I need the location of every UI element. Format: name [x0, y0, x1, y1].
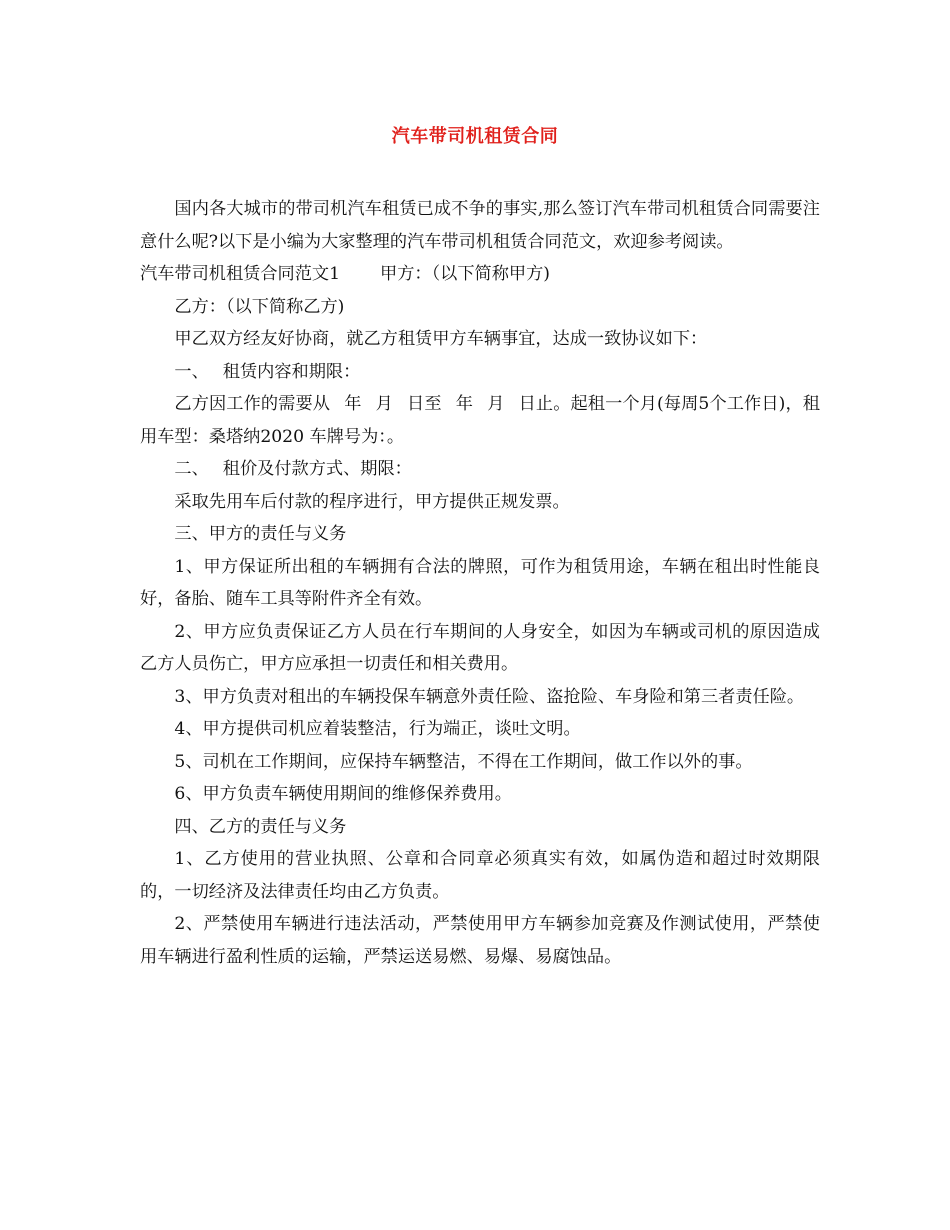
section-1-year-start: 年: [344, 394, 362, 414]
section-3-item: 6、甲方负责车辆使用期间的维修保养费用。: [174, 784, 512, 804]
section-2-title: 租价及付款方式、期限：: [222, 459, 412, 479]
section-2-paragraph: 采取先用车后付款的程序进行，甲方提供正规发票。: [174, 491, 570, 512]
section-1-number: 一、: [174, 361, 209, 382]
sample-heading-line: [140, 258, 820, 291]
section-3-item: 1、甲方保证所出租的车辆拥有合法的牌照，可作为租赁用途，车辆在租出时性能良好，备胎、随车工具等附件齐全有效。: [140, 556, 820, 609]
section-1-title: 租赁内容和期限：: [222, 361, 361, 382]
sample-heading: 汽车带司机租赁合同范文1: [140, 264, 340, 284]
section-1-year-end: 年: [455, 394, 474, 414]
section-3-item: 2、甲方应负责保证乙方人员在行车期间的人身安全，如因为车辆或司机的原因造成乙方人员伤亡，甲方应承担一切责任和相关费用。: [140, 621, 820, 674]
section-4-item: 2、严禁使用车辆进行违法活动，严禁使用甲方车辆参加竞赛及作测试使用，严禁使用车辆进行盈利性质的运输，严禁运送易燃、易爆、易腐蚀品。: [140, 914, 820, 967]
agreement-paragraph: 甲乙双方经友好协商，就乙方租赁甲方车辆事宜，达成一致协议如下：: [174, 329, 708, 349]
section-1-paragraph: [140, 388, 820, 453]
section-2-number: 二、: [174, 459, 209, 479]
document-body: [140, 193, 820, 973]
section-1-month-end: 月: [487, 394, 505, 414]
section-1-text-start: 乙方因工作的需要从: [174, 394, 331, 414]
intro-paragraph: 国内各大城市的带司机汽车租赁已成不争的事实,那么签订汽车带司机租赁合同需要注意什么呢?以下是小编为大家整理的汽车带司机租赁合同范文，欢迎参考阅读。: [140, 199, 820, 252]
section-1-day-start: 日至: [406, 394, 442, 414]
section-4-heading: 四、乙方的责任与义务: [174, 816, 347, 837]
section-1-text-end: 日止。起租一个月(每周5个工作日)，租用车型：桑塔纳2020 车牌号为：。: [140, 394, 820, 447]
party-a-line: 甲方：（以下简称甲方): [380, 264, 550, 284]
section-4-item: 1、乙方使用的营业执照、公章和合同章必须真实有效，如属伪造和超过时效期限的，一切经济及法律责任均由乙方负责。: [140, 849, 820, 902]
section-3-item: 4、甲方提供司机应着装整洁，行为端正，谈吐文明。: [174, 719, 581, 739]
section-1-heading: [140, 356, 820, 389]
section-3-item: 5、司机在工作期间，应保持车辆整洁，不得在工作期间，做工作以外的事。: [174, 751, 753, 772]
party-b-line: 乙方：（以下简称乙方): [174, 296, 345, 317]
section-3-heading: 三、甲方的责任与义务: [174, 524, 347, 544]
document-title: 汽车带司机租赁合同: [391, 126, 559, 147]
section-3-item: 3、甲方负责对租出的车辆投保车辆意外责任险、盗抢险、车身险和第三者责任险。: [174, 686, 805, 707]
section-2-heading: [140, 453, 820, 486]
section-1-month-start: 月: [375, 394, 393, 414]
